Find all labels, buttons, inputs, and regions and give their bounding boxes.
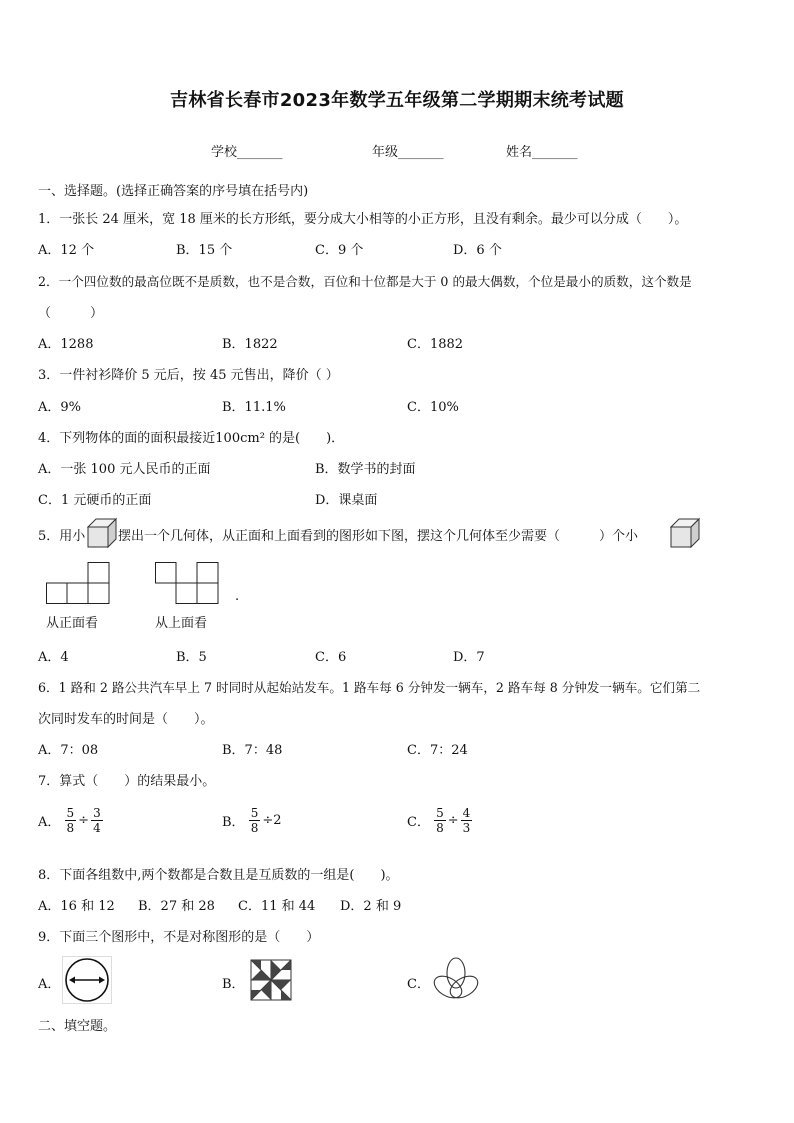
q8-option-c[interactable]: C．11 和 44: [238, 899, 316, 914]
small-cube-icon: [86, 517, 118, 549]
q4-option-c[interactable]: C．1 元硬币的正面: [38, 493, 152, 508]
school-field[interactable]: 学校_______: [211, 145, 283, 160]
question-1-stem: 1．一张长 24 厘米，宽 18 厘米的长方形纸，要分成大小相等的小正方形，且没有剩余。最少可以分成（ ）。: [38, 212, 688, 227]
question-5-stem-part2: 摆出一个几何体，从正面和上面看到的图形如下图，摆这个几何体至少需要（ ）个小: [118, 529, 639, 544]
top-view-figure: [155, 562, 219, 604]
grade-field[interactable]: 年级_______: [372, 145, 444, 160]
question-4-stem: 4．下列物体的面的面积最接近100cm² 的是( )．: [38, 431, 345, 446]
option-label: A．: [38, 815, 61, 830]
question-3-stem: 3．一件衬衫降价 5 元后，按 45 元售出，降价（ ）: [38, 368, 339, 383]
q4-option-a[interactable]: A．一张 100 元人民币的正面: [38, 462, 211, 477]
q1-option-b[interactable]: B．15 个: [176, 243, 233, 258]
denominator: 8: [250, 821, 259, 835]
top-view-caption: 从上面看: [155, 616, 208, 631]
option-label: B．: [222, 815, 245, 830]
q2-option-b[interactable]: B．1822: [222, 337, 278, 352]
q7-option-b[interactable]: [222, 806, 284, 835]
question-7-stem: 7．算式（ ）的结果最小。: [38, 774, 216, 789]
fraction: [249, 806, 261, 835]
question-2-stem-line2: （ ）: [38, 306, 104, 321]
page-title: 吉林省长春市2023年数学五年级第二学期期末统考试题: [170, 90, 624, 111]
operator: ÷: [78, 813, 90, 828]
question-2-stem-line1: 2．一个四位数的最高位既不是质数，也不是合数，百位和十位都是大于 0 的最大偶数，个位是最小的质数，这个数是: [38, 274, 692, 289]
question-6-stem-line1: 6．1 路和 2 路公共汽车早上 7 时同时从起始站发车。1 路车每 6 分钟发一辆车，2 路车每 8 分钟发一辆车。它们第二: [38, 680, 701, 695]
numerator: 4: [462, 806, 471, 820]
fraction: [91, 806, 103, 835]
q7-option-a[interactable]: [38, 806, 103, 835]
operator: ÷2: [262, 813, 282, 828]
q3-option-c[interactable]: C．10%: [407, 400, 459, 415]
numerator: 5: [436, 806, 444, 820]
q9-option-a-label[interactable]: A．: [38, 977, 61, 992]
q1-option-c[interactable]: C．9 个: [315, 243, 364, 258]
denominator: 4: [93, 821, 101, 835]
q2-option-a[interactable]: A．1288: [38, 337, 94, 352]
q9-option-b-label[interactable]: B．: [222, 977, 245, 992]
question-5-stem-part1: 5．用小: [38, 529, 86, 544]
q4-option-d[interactable]: D．课桌面: [315, 493, 378, 508]
circle-arrow-figure: [62, 956, 112, 1004]
q4-option-b[interactable]: B．数学书的封面: [315, 462, 416, 477]
front-view-figure: [46, 562, 110, 604]
period-mark: .: [235, 589, 240, 604]
question-6-stem-line2: 次同时发车的时间是（ ）。: [38, 712, 214, 727]
q2-option-c[interactable]: C．1882: [407, 337, 464, 352]
denominator: 8: [436, 821, 444, 835]
front-view-caption: 从正面看: [46, 616, 99, 631]
q5-option-d[interactable]: D．7: [453, 650, 485, 665]
numerator: 3: [93, 806, 101, 820]
q9-option-c-label[interactable]: C．: [407, 977, 430, 992]
denominator: 3: [462, 821, 471, 835]
q7-option-c[interactable]: [407, 806, 472, 835]
q3-option-b[interactable]: B．11.1%: [222, 400, 286, 415]
numerator: 5: [250, 806, 259, 820]
numerator: 5: [66, 806, 75, 820]
section-heading-fill-in: 二、填空题。: [38, 1019, 117, 1034]
pinwheel-figure: [248, 957, 294, 1003]
q1-option-d[interactable]: D．6 个: [453, 243, 502, 258]
name-field[interactable]: 姓名_______: [506, 145, 578, 160]
trefoil-figure: [431, 956, 481, 1002]
q5-option-c[interactable]: C．6: [315, 650, 347, 665]
q8-option-a[interactable]: A．16 和 12: [38, 899, 115, 914]
q3-option-a[interactable]: A．9%: [38, 400, 82, 415]
q5-option-a[interactable]: A．4: [38, 650, 69, 665]
fraction: [434, 806, 446, 835]
small-cube-icon: [669, 517, 701, 549]
fraction: [461, 806, 473, 835]
question-9-stem: 9．下面三个图形中，不是对称图形的是（ ）: [38, 930, 320, 945]
q5-option-b[interactable]: B．5: [176, 650, 207, 665]
q8-option-d[interactable]: D．2 和 9: [340, 899, 402, 914]
q1-option-a[interactable]: A．12 个: [38, 243, 95, 258]
q6-option-a[interactable]: A．7：08: [38, 743, 99, 758]
option-label: C．: [407, 815, 430, 830]
q6-option-c[interactable]: C．7：24: [407, 743, 468, 758]
question-8-stem: 8．下面各组数中,两个数都是合数且是互质数的一组是( )。: [38, 868, 399, 883]
section-heading-choice: 一、选择题。(选择正确答案的序号填在括号内): [38, 184, 309, 199]
operator: ÷: [447, 813, 459, 828]
q6-option-b[interactable]: B．7：48: [222, 743, 283, 758]
denominator: 8: [66, 821, 75, 835]
q8-option-b[interactable]: B．27 和 28: [138, 899, 215, 914]
fraction: [65, 806, 77, 835]
